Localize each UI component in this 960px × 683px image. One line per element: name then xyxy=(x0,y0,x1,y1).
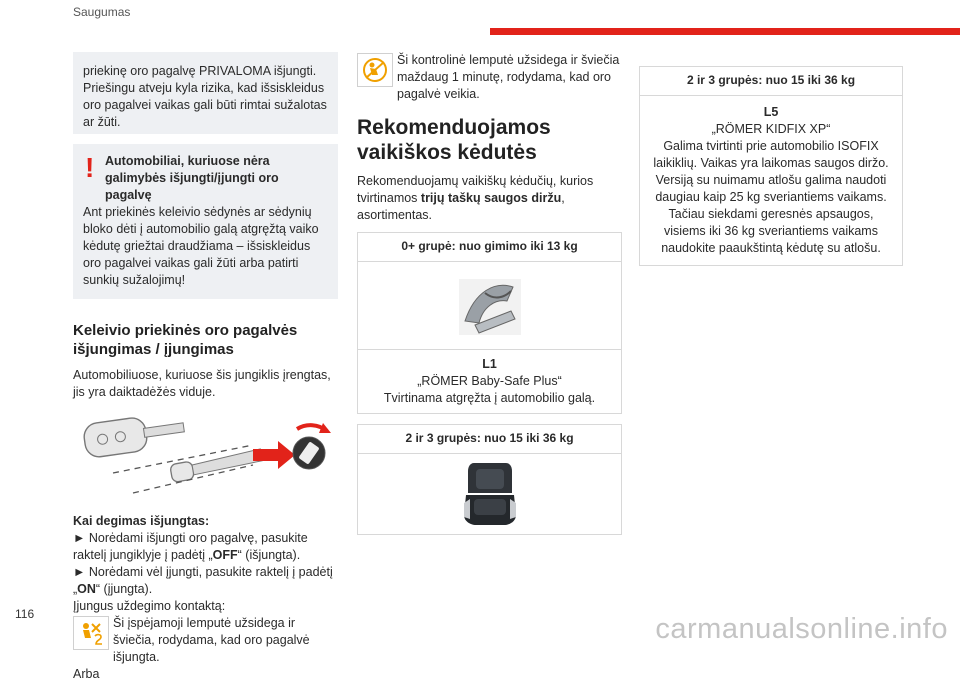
table-header: 2 ir 3 grupės: nuo 15 iki 36 kg xyxy=(358,425,621,454)
baby-seat-icon xyxy=(455,271,525,341)
table-header: 0+ grupė: nuo gimimo iki 13 kg xyxy=(358,233,621,262)
info-box-text: priekinę oro pagalvę PRIVALOMA išjungti. Priešingu atveju kyla rizika, kad išsiskleidus oro pagalvei vaikas gali būti rimtai sužalotas ar žūti. xyxy=(83,64,327,129)
warning-lamp-row xyxy=(73,615,338,666)
seat-desc: Galima tvirtinti prie automobilio ISOFIX laikiklių. Vaikas yra laikomas saugos diržo. Versiją su nuimamu atlošu galima naudoti daugiau kaip 25 kg sveriantiems vaikams. Tačiau siekdami geresnės apsaugos, visiems iki 36 kg sveriantiems vaikams naudokite paaukštintą kėdutę su atlošu. xyxy=(653,139,889,255)
table-header: 2 ir 3 grupės: nuo 15 iki 36 kg xyxy=(640,67,902,96)
seat-table-group23 xyxy=(357,424,622,535)
seat-table-kidfix xyxy=(639,66,903,266)
warning-icon: ! xyxy=(85,152,95,183)
seat-table-group0 xyxy=(357,232,622,414)
warning-lamp-text: Ši įspėjamoji lemputė užsidega ir šviečia, rodydama, kad oro pagalvė išjungta. xyxy=(113,616,310,664)
airbag-off-lamp-icon xyxy=(73,616,109,650)
recommended-intro: Rekomenduojamų vaikiškų kėdučių, kurios tvirtinamos trijų taškų saugos diržu, asortimentas. xyxy=(357,174,594,222)
intro-text: Automobiliuose, kuriuose šis jungiklis įrengtas, jis yra daiktadėžės viduje. xyxy=(73,368,331,399)
column-2 xyxy=(357,52,622,535)
step-enable: ► Norėdami vėl įjungti, pasukite raktelį į padėtį „ON“ (įjungta). xyxy=(73,565,333,596)
or-text: Arba xyxy=(73,667,100,681)
section-heading: Keleivio priekinės oro pagalvės išjungimas / įjungimas xyxy=(73,322,298,358)
table-image xyxy=(358,454,621,534)
airbag-off-indicator-icon xyxy=(357,53,393,87)
column-1 xyxy=(73,52,338,683)
step-disable: ► Norėdami išjungti oro pagalvę, pasukite raktelį jungiklyje į padėtį „OFF“ (išjungta). xyxy=(73,531,308,562)
seat-model: L1 xyxy=(482,357,497,371)
column-3 xyxy=(639,66,903,266)
seat-name: „RÖMER Baby-Safe Plus“ xyxy=(417,374,562,388)
key-and-switch-icon xyxy=(73,409,338,501)
table-body xyxy=(640,96,902,265)
control-lamp-row xyxy=(357,52,622,103)
booster-seat-icon xyxy=(460,459,520,529)
seat-name: „RÖMER KIDFIX XP“ xyxy=(711,122,831,136)
section-title: Saugumas xyxy=(73,5,131,19)
table-image xyxy=(358,262,621,350)
ignition-on-text: Įjungus uždegimo kontaktą: xyxy=(73,599,226,613)
seat-desc: Tvirtinama atgręžta į automobilio galą. xyxy=(383,391,596,405)
warning-box xyxy=(73,144,338,299)
key-switch-illustration xyxy=(73,409,338,501)
control-lamp-text: Ši kontrolinė lemputė užsidega ir šviečia maždaug 1 minutę, rodydama, kad oro pagalvė veikia. xyxy=(397,53,620,101)
table-body xyxy=(358,350,621,413)
info-box xyxy=(73,52,338,134)
recommended-seats-heading: Rekomenduojamos vaikiškos kėdutės xyxy=(357,116,551,164)
warning-text: Ant priekinės keleivio sėdynės ar sėdynių bloko dėti į automobilio galą atgręžtą vaiko kėdutę griežtai draudžiama – išsiskleidus oro pagalvei vaikas gali žūti arba patirti sunkių sužalojimų! xyxy=(83,205,319,287)
header-accent-bar xyxy=(490,28,960,35)
seat-model: L5 xyxy=(763,105,779,119)
ignition-off-heading: Kai degimas išjungtas: xyxy=(73,514,210,528)
watermark: carmanualsonline.info xyxy=(655,613,948,645)
warning-title: Automobiliai, kuriuose nėra galimybės išjungti/įjungti oro pagalvę xyxy=(105,154,279,202)
page-number: 116 xyxy=(15,607,35,621)
